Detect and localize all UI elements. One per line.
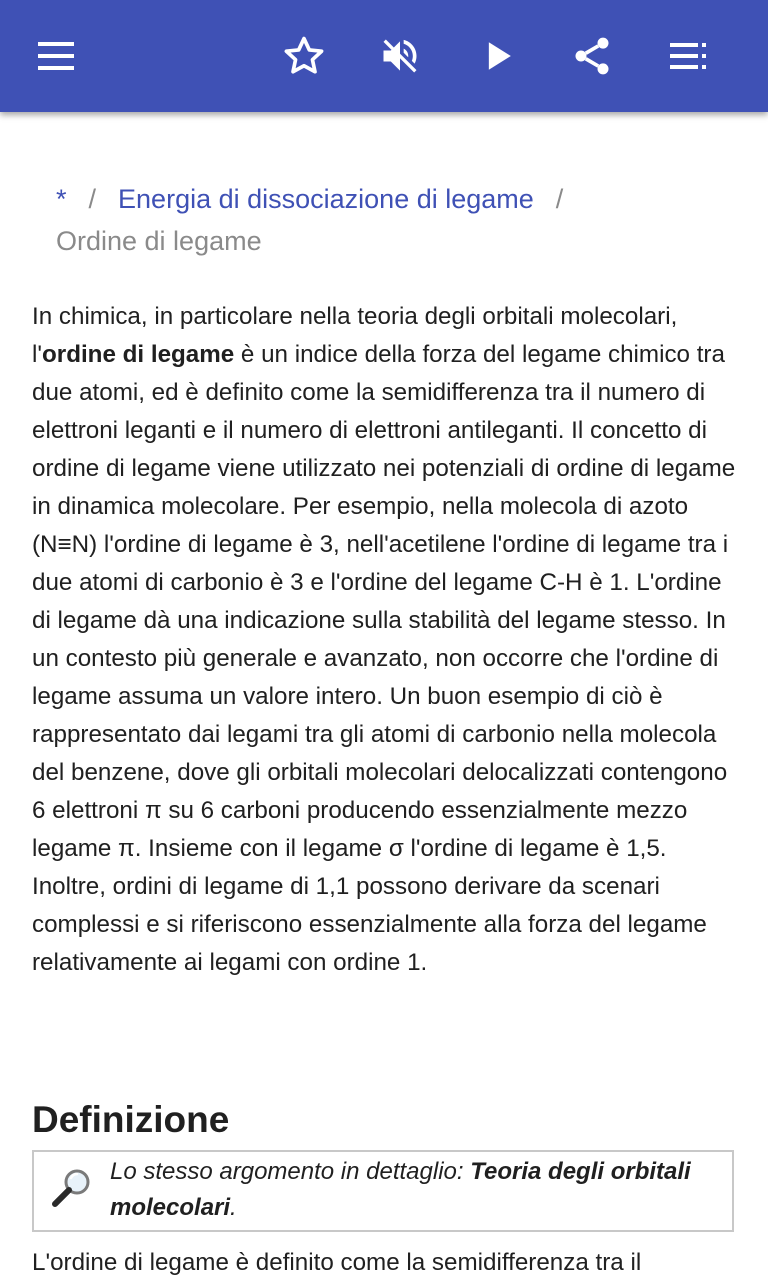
definition-paragraph: L'ordine di legame è definito come la semidifferenza tra il — [32, 1249, 642, 1276]
playlist-icon — [668, 36, 708, 76]
playlist-button[interactable] — [656, 24, 720, 88]
see-also-text — [110, 1154, 720, 1226]
intro-paragraph — [32, 298, 744, 982]
menu-icon — [36, 36, 76, 76]
volume-off-icon — [378, 34, 422, 78]
play-icon — [476, 34, 520, 78]
see-also-prefix: Lo stesso argomento in dettaglio: — [110, 1158, 471, 1185]
breadcrumb-current: Ordine di legame — [56, 226, 262, 256]
menu-button[interactable] — [24, 24, 88, 88]
app-toolbar — [0, 0, 768, 112]
term-bold: ordine di legame — [42, 341, 235, 368]
see-also-box — [32, 1150, 734, 1232]
play-button[interactable] — [466, 24, 530, 88]
magnifier-icon — [50, 1166, 94, 1210]
intro-text-rest: è un indice della forza del legame chimico tra due atomi, ed è definito come la semidifferenza tra il numero di elettroni leganti e il numero di elettroni antileganti. Il concetto di ordine di legame viene utilizzato nei potenziali di ordine di legame in dinamica molecolare. Per esempio, nella molecola di azoto (N≡N) l'ordine di legame è 3, nell'acetilene l'ordine di legame tra i due atomi di carbonio è 3 e l'ordine del legame C-H è 1. L'ordine di legame dà una indicazione sulla stabilità del legame stesso. In un contesto più generale e avanzato, non occorre che l'ordine di legame assuma un valore intero. Un buon esempio di ciò è rappresentato dai legami tra gli atomi di carbonio nella molecola del benzene, dove gli orbitali molecolari delocalizzati contengono 6 elettroni π su 6 carboni producendo essenzialmente mezzo legame π. Insieme con il legame σ l'ordine di legame è 1,5. Inoltre, ordini di legame di 1,1 possono derivare da scenari complessi e si riferiscono essenzialmente alla forza del legame relativamente ai legami con ordine 1. — [32, 341, 736, 976]
share-icon — [570, 34, 614, 78]
breadcrumb-home-link[interactable]: * — [56, 184, 67, 214]
mute-button[interactable] — [368, 24, 432, 88]
article-content — [0, 112, 768, 1280]
favorite-button[interactable] — [272, 24, 336, 88]
article-body — [32, 298, 744, 982]
share-button[interactable] — [560, 24, 624, 88]
see-also-link[interactable]: Teoria degli orbitali molecolari — [110, 1158, 691, 1221]
breadcrumb — [56, 178, 736, 262]
section-heading: Definizione — [32, 1099, 230, 1140]
breadcrumb-separator: / — [88, 184, 97, 214]
intro-text-start: In chimica, in particolare nella teoria degli orbitali molecolari, l' — [32, 303, 678, 368]
breadcrumb-separator: / — [555, 184, 564, 214]
breadcrumb-parent-link[interactable]: Energia di dissociazione di legame — [118, 184, 534, 214]
see-also-suffix: . — [230, 1194, 237, 1221]
star-outline-icon — [282, 34, 326, 78]
